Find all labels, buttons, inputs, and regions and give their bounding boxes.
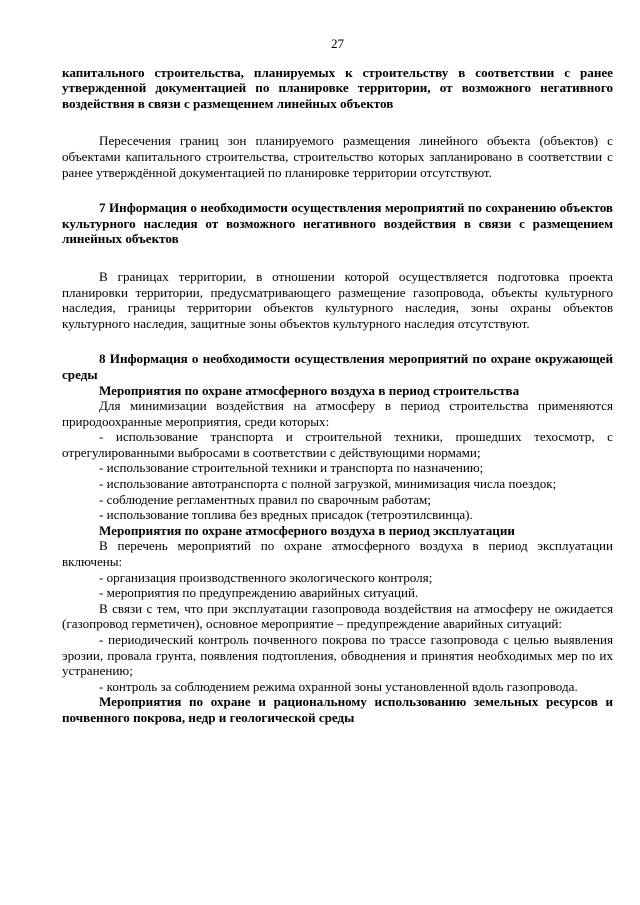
- list-item: - контроль за соблюдением режима охранной зоны установленной вдоль газопровода.: [99, 678, 578, 694]
- list-item: - организация производственного экологического контроля;: [99, 569, 433, 585]
- subheading-land-resources: Мероприятия по охране и рациональному использованию земельных ресурсов и почвенного покрова, недр и геологической среды: [62, 694, 613, 725]
- paragraph-air-operation: В перечень мероприятий по охране атмосферного воздуха в период эксплуатации включены:: [62, 538, 613, 570]
- paragraph-cultural-heritage: В границах территории, в отношении которой осуществляется подготовка проекта планировки территории, предусматривающего размещение газопровода, объекты культурного наследия, границы территории объектов культурного наследия, зоны охраны объектов культурного наследия, защитные зоны объектов культурного наследия отсутствуют.: [62, 268, 613, 331]
- list-item: - периодический контроль почвенного покрова по трассе газопровода с целью выявления эрозии, провала грунта, появления подтопления, обводнения и принятия необходимых мер по их устранению;: [62, 632, 613, 679]
- list-item: - использование топлива без вредных присадок (тетроэтилсвинца).: [99, 507, 473, 523]
- list-item: - мероприятия по предупреждению аварийных ситуаций.: [99, 585, 419, 601]
- paragraph-intersections: Пересечения границ зон планируемого размещения линейного объекта (объектов) с объектами капитального строительства, строительство которых запланировано в соответствии с ранее утверждённой документацией по планировке территории отсутствуют.: [62, 133, 613, 180]
- list-item: - использование автотранспорта с полной загрузкой, минимизация числа поездок;: [99, 476, 557, 492]
- list-item: - соблюдение регламентных правил по сварочным работам;: [99, 491, 431, 507]
- section-8-heading: 8 Информация о необходимости осуществления мероприятий по охране окружающей среды: [62, 351, 613, 382]
- subheading-air-operation: Мероприятия по охране атмосферного воздуха в период эксплуатации: [99, 522, 515, 538]
- page-number: 27: [330, 36, 345, 51]
- paragraph-air-construction: Для минимизации воздействия на атмосферу в период строительства применяются природоохранные мероприятия, среди которых:: [62, 398, 613, 429]
- paragraph-air-operation-2: В связи с тем, что при эксплуатации газопровода воздействия на атмосферу не ожидается (газопровод герметичен), основное мероприятие – предупреждение аварийных ситуаций:: [62, 600, 613, 632]
- list-item: - использование транспорта и строительной техники, прошедших техосмотр, с отрегулированными выбросами в соответствии с действующими нормами;: [62, 429, 613, 460]
- list-item: - использование строительной техники и транспорта по назначению;: [99, 460, 484, 476]
- section-7-heading: 7 Информация о необходимости осуществления мероприятий по сохранению объектов культурного наследия от возможного негативного воздействия в связи с размещением линейных объектов: [62, 200, 613, 247]
- subheading-air-construction: Мероприятия по охране атмосферного воздуха в период строительства: [99, 382, 520, 398]
- section-6-heading-continuation: капитального строительства, планируемых к строительству в соответствии с ранее утвержденной документацией по планировке территории, от возможного негативного воздействия в связи с размещением линейных объектов: [62, 64, 613, 111]
